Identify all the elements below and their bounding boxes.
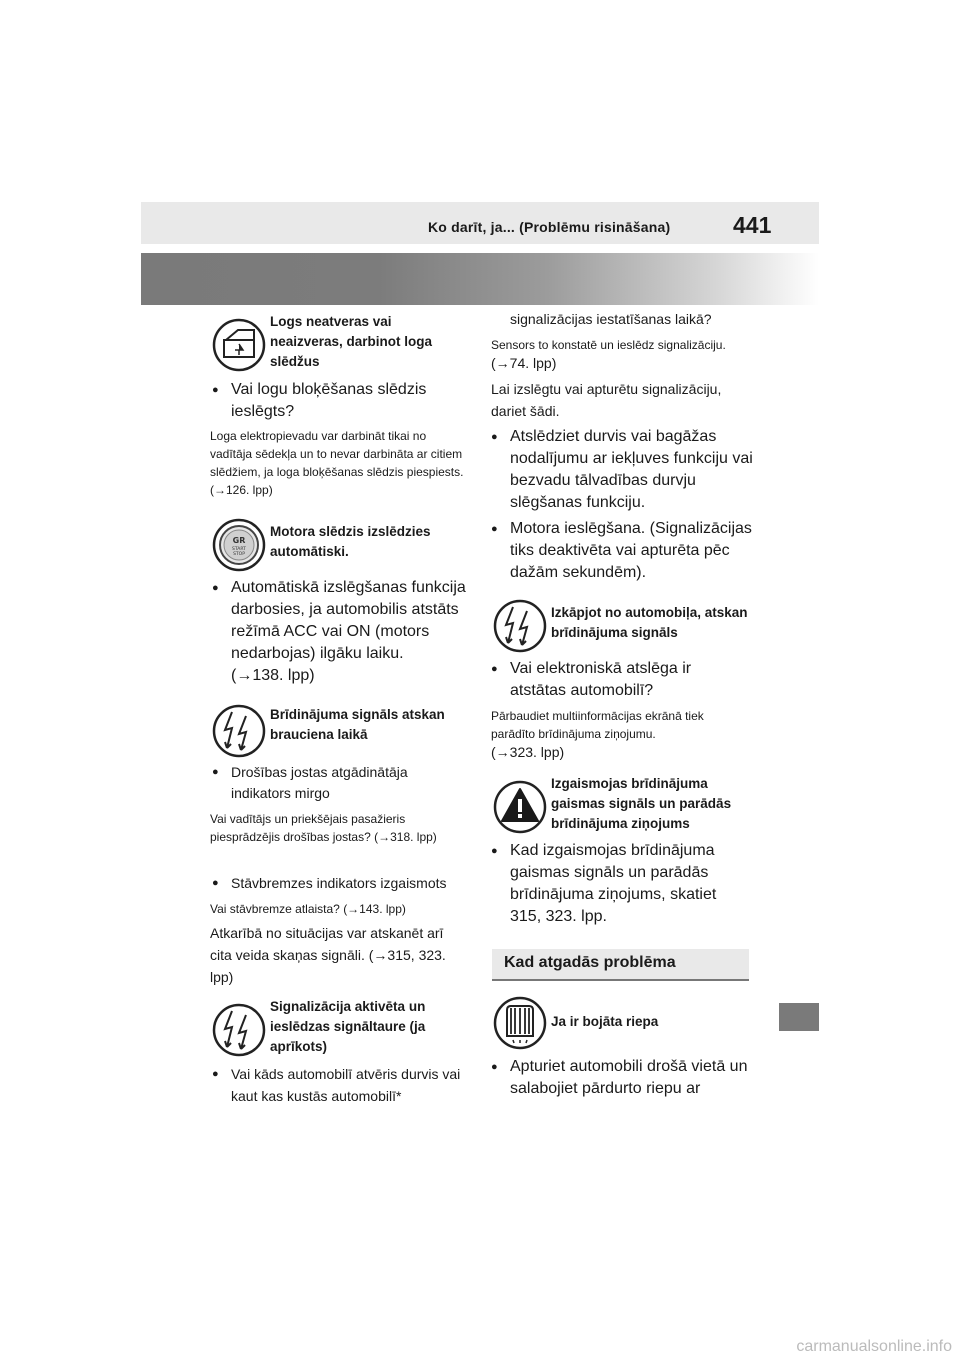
alarm-sound-icon [212, 704, 266, 758]
window-note: Loga elektropievadu var darbināt tikai no vadītāja sēdekļa un to nevar darbināta ar citiem slēdžiem, ja loga bloķēšanas slēdzis piespiests. (→126. lpp) [210, 429, 464, 497]
other-sounds-ref[interactable]: (→315, 323. lpp) [210, 947, 446, 985]
chapter-title: Ko darīt, ja... (Problēmu risināšana) [428, 219, 671, 235]
tire-heading: Ja ir bojāta riepa [551, 1014, 659, 1029]
window-heading: Logs neatveras vai neaizveras, darbinot loga slēdžus [270, 314, 433, 369]
exit-alarm-bullet: ● Vai elektroniskā atslēga ir atstātas automobilī? [491, 658, 750, 702]
svg-text:START: START [232, 547, 246, 552]
driving-alarm-heading: Brīdinājuma signāls atskan brauciena laikā [270, 707, 445, 742]
seatbelt-bullet: ● Drošības jostas atgādinātāja indikators mirgo [212, 762, 471, 804]
disable-alarm-para: Lai izslēgtu vai apturētu signalizāciju, dariet šādi. [491, 381, 722, 419]
alarm-sound-icon [212, 1003, 266, 1057]
sensor-ref[interactable]: (→74. lpp) [491, 355, 557, 371]
footer-watermark: carmanualsonline.info [796, 1338, 952, 1355]
unlock-bullet: ● Atslēdziet durvis vai bagāžas nodalījumu ar iekļuves funkciju vai bezvadu tālvadības durvju slēgšanas funkciju. [491, 426, 765, 514]
warning-light-bullet: ● Kad izgaismojas brīdinājuma gaismas signāls un parādās brīdinājuma ziņojums, skatiet 315, 323. lpp. [491, 840, 750, 928]
sensor-note: Sensors to konstatē un ieslēdz signalizāciju. (→74. lpp) [491, 338, 726, 371]
section-band [141, 253, 819, 305]
parking-brake-ref[interactable]: (→143. lpp) [343, 902, 406, 916]
engine-bullet: ● Automātiskā izslēgšanas funkcija darbosies, ja automobilis atstāts režīmā ACC vai ON (motors nedarbojas) ilgāku laiku. (→138. lpp) [212, 577, 483, 687]
flat-tire-icon [493, 996, 547, 1050]
alarm-system-bullet: ● Vai kāds automobilī atvēris durvis vai kaut kas kustās automobilī* [212, 1063, 483, 1107]
window-ref[interactable]: (→126. lpp) [210, 483, 273, 497]
alarm-sound-icon [493, 599, 547, 653]
engine-heading: Motora slēdzis izslēdzies automātiski. [270, 524, 431, 559]
chapter-side-tab [779, 1003, 819, 1031]
svg-text:GR: GR [232, 536, 246, 545]
seatbelt-note: Vai vadītājs un priekšējais pasažieris piesprādzējis drošības jostas? (→318. lpp) [210, 812, 437, 844]
parking-brake-bullet: ● Stāvbremzes indikators izgaismots [212, 873, 486, 894]
warning-light-heading: Izgaismojas brīdinājuma gaismas signāls un parādās brīdinājuma ziņojums [551, 776, 732, 831]
alarm-system-heading: Signalizācija aktivēta un ieslēdzas signāltaure (ja aprīkots) [270, 999, 426, 1054]
engine-ref[interactable]: (→138. lpp) [231, 667, 315, 684]
exit-alarm-heading: Izkāpjot no automobiļa, atskan brīdinājuma signāls [551, 605, 748, 640]
tire-bullet: ● Apturiet automobili drošā vietā un salabojiet pārdurto riepu ar [491, 1056, 755, 1100]
warning-exclamation-icon [493, 780, 547, 834]
section-heading: Kad atgadās problēma [492, 949, 749, 981]
engine-start-bullet: ● Motora ieslēgšana. (Signalizācijas tiks deaktivēta vai apturēta pēc dažām sekundēm). [491, 518, 768, 584]
exit-alarm-note: Pārbaudiet multiinformācijas ekrānā tiek parādīto brīdinājuma ziņojumu. (→323. lpp) [491, 709, 704, 760]
parking-brake-note: Vai stāvbremze atlaista? (→143. lpp) [210, 902, 406, 916]
start-stop-button-icon [212, 518, 266, 572]
continued-text: signalizācijas iestatīšanas laikā? [510, 311, 712, 327]
page-number: 441 [733, 212, 772, 238]
svg-text:STOP: STOP [233, 552, 245, 557]
other-sounds-para: Atkarībā no situācijas var atskanēt arī cita veida skaņas signāli. (→315, 323. lpp) [210, 925, 446, 985]
window-bullet: ● Vai logu bloķēšanas slēdzis ieslēgts? [212, 379, 471, 423]
window-lock-icon [212, 318, 266, 372]
seatbelt-ref[interactable]: (→318. lpp) [374, 830, 437, 844]
exit-alarm-ref[interactable]: (→323. lpp) [491, 744, 565, 760]
